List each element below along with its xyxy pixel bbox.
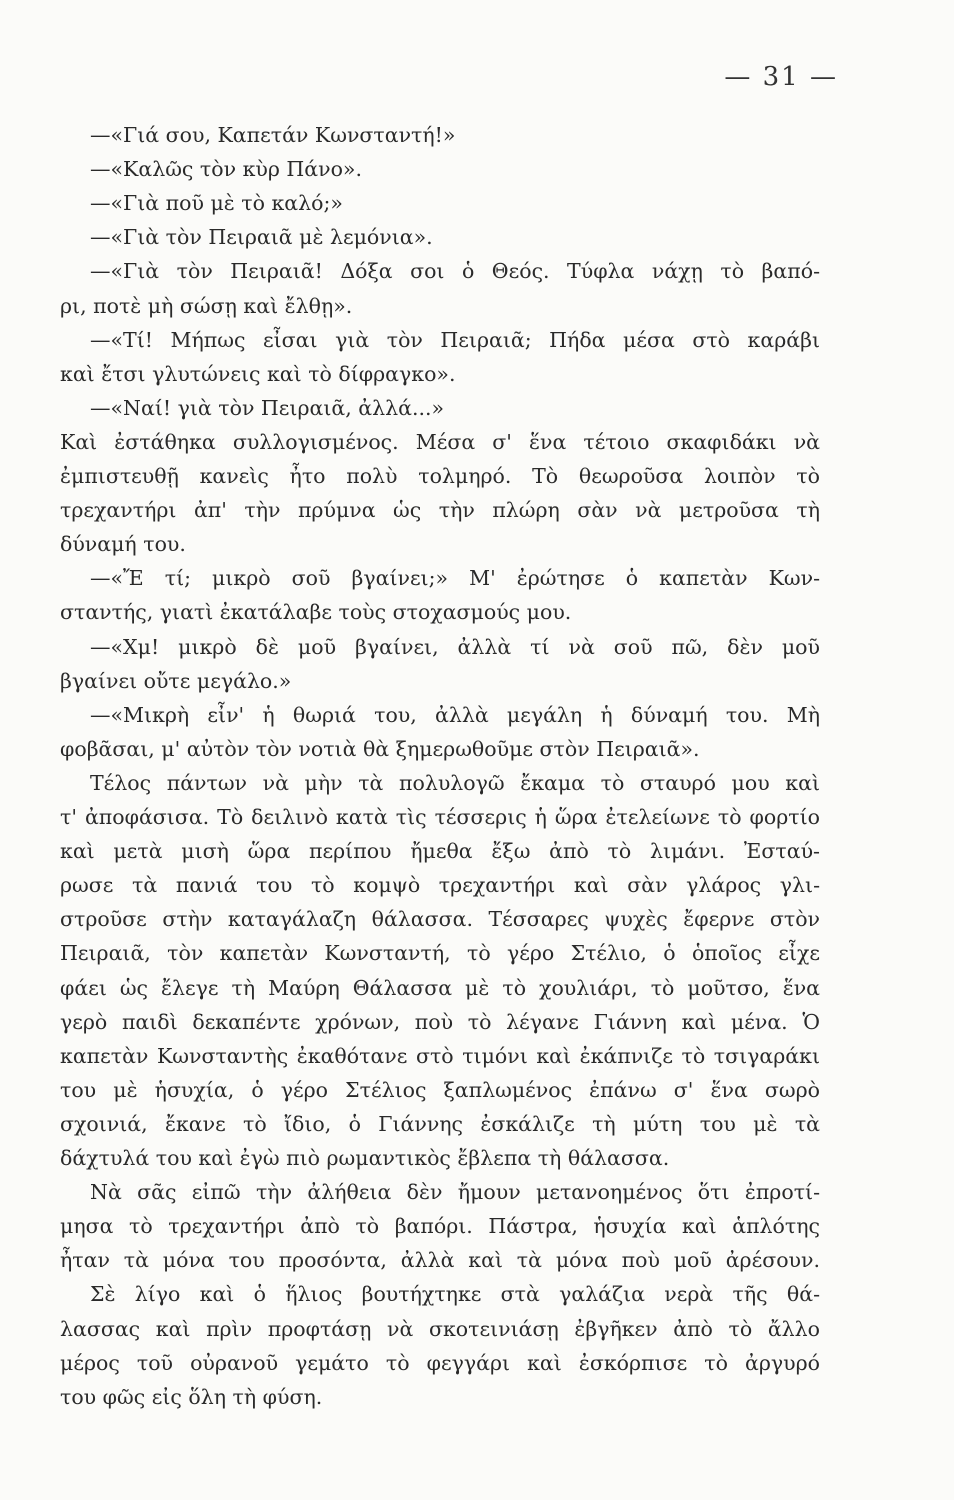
text-line: μέρος τοῦ οὐρανοῦ γεμάτο τὸ φεγγάρι καὶ ἐσκόρπισε τὸ ἀργυρό: [60, 1350, 820, 1375]
text-line: ἦταν τὰ μόνα του προσόντα, ἀλλὰ καὶ τὰ μόνα ποὺ μοῦ ἀρέσουν.: [60, 1248, 820, 1273]
text-line: Σὲ λίγο καὶ ὁ ἥλιος βουτήχτηκε στὰ γαλάζια νερὰ τῆς θά-: [90, 1282, 820, 1307]
text-line: του μὲ ἡσυχία, ὁ γέρο Στέλιος ξαπλωμένος ἐπάνω σ' ἕνα σωρὸ: [60, 1077, 820, 1102]
text-line: ἐμπιστευθῇ κανεὶς ἦτο πολὺ τολμηρό. Τὸ θεωροῦσα λοιπὸν τὸ: [60, 464, 820, 488]
text-line: —«Γιὰ τὸν Πειραιᾶ μὲ λεμόνια».: [90, 225, 433, 250]
text-line: ρι, ποτὲ μὴ σώσῃ καὶ ἔλθῃ».: [60, 293, 353, 318]
text-line: καπετὰν Κωνσταντὴς ἐκαθότανε στὸ τιμόνι καὶ ἐκάπνιζε τὸ τσιγαράκι: [60, 1043, 820, 1068]
text-line: —«Ναί! γιὰ τὸν Πειραιᾶ, ἀλλά...»: [90, 395, 445, 420]
text-line: σταντής, γιατὶ ἐκατάλαβε τοὺς στοχασμούς μου.: [60, 600, 572, 625]
text-line: ρωσε τὰ πανιά του τὸ κομψὸ τρεχαντήρι καὶ σὰν γλάρος γλι-: [60, 873, 820, 898]
text-line: —«Μικρὴ εἶν' ἡ θωριά του, ἀλλὰ μεγάλη ἡ δύναμή του. Μὴ: [90, 702, 820, 727]
page-number: — 31 —: [724, 62, 838, 92]
text-line: μησα τὸ τρεχαντήρι ἀπὸ τὸ βαπόρι. Πάστρα, ἡσυχία καὶ ἁπλότης: [60, 1214, 820, 1239]
text-line: δύναμή του.: [60, 532, 186, 557]
text-line: φοβᾶσαι, μ' αὐτὸν τὸν νοτιὰ θὰ ξημερωθοῦμε στὸν Πειραιᾶ».: [60, 736, 700, 761]
text-line: —«Καλῶς τὸν κὺρ Πάνο».: [90, 157, 362, 182]
text-line: του φῶς εἰς ὅλη τὴ φύση.: [60, 1384, 323, 1409]
text-line: καὶ μετὰ μισὴ ὥρα περίπου ἤμεθα ἔξω ἀπὸ τὸ λιμάνι. Ἐσταύ-: [60, 839, 820, 864]
text-line: —«Τί! Μήπως εἶσαι γιὰ τὸν Πειραιᾶ; Πήδα μέσα στὸ καράβι: [90, 327, 820, 352]
body-text: [60, 118, 820, 1438]
text-line: τρεχαντήρι ἀπ' τὴν πρύμνα ὡς τὴν πλώρη σὰν νὰ μετροῦσα τὴ: [60, 498, 820, 523]
text-line: φάει ὡς ἔλεγε τὴ Μαύρη Θάλασσα μὲ τὸ χουλιάρι, τὸ μοῦτσο, ἕνα: [60, 975, 820, 1000]
text-line: στροῦσε στὴν καταγάλαζη θάλασσα. Τέσσαρες ψυχὲς ἔφερνε στὸν: [60, 907, 820, 932]
text-line: τ' ἀποφάσισα. Τὸ δειλινὸ κατὰ τὶς τέσσερις ἡ ὥρα ἐτελείωνε τὸ φορτίο: [60, 805, 820, 829]
text-line: Καὶ ἐστάθηκα συλλογισμένος. Μέσα σ' ἕνα τέτοιο σκαφιδάκι νὰ: [60, 429, 820, 454]
text-line: Πειραιᾶ, τὸν καπετὰν Κωνσταντή, τὸ γέρο Στέλιο, ὁ ὁποῖος εἶχε: [60, 941, 820, 966]
text-line: Τέλος πάντων νὰ μὴν τὰ πολυλογῶ ἔκαμα τὸ σταυρό μου καὶ: [90, 770, 820, 795]
text-line: —«Ἔ τί; μικρὸ σοῦ βγαίνει;» Μ' ἐρώτησε ὁ καπετὰν Κων-: [90, 566, 820, 591]
text-line: γερὸ παιδὶ δεκαπέντε χρόνων, ποὺ τὸ λέγανε Γιάννη καὶ μένα. Ὁ: [60, 1009, 820, 1034]
text-line: —«Γιὰ τὸν Πειραιᾶ! Δόξα σοι ὁ Θεός. Τύφλα νάχῃ τὸ βαπό-: [90, 259, 820, 284]
text-line: —«Χμ! μικρὸ δὲ μοῦ βγαίνει, ἀλλὰ τί νὰ σοῦ πῶ, δὲν μοῦ: [90, 634, 820, 659]
text-line: —«Γιά σου, Καπετάν Κωνσταντή!»: [90, 123, 456, 147]
text-line: —«Γιὰ ποῦ μὲ τὸ καλό;»: [90, 191, 343, 216]
text-line: σχοινιά, ἔκανε τὸ ἴδιο, ὁ Γιάννης ἐσκάλιζε τὴ μύτη του μὲ τὰ: [60, 1111, 820, 1136]
text-line: Νὰ σᾶς εἰπῶ τὴν ἀλήθεια δὲν ἤμουν μετανοημένος ὅτι ἐπροτί-: [90, 1180, 820, 1205]
text-line: λασσας καὶ πρὶν προφτάσῃ νὰ σκοτεινιάσῃ ἐβγῆκεν ἀπὸ τὸ ἄλλο: [60, 1316, 820, 1341]
text-line: βγαίνει οὔτε μεγάλο.»: [60, 668, 292, 693]
text-line: δάχτυλά του καὶ ἐγὼ πιὸ ρωμαντικὸς ἔβλεπα τὴ θάλασσα.: [60, 1146, 670, 1170]
text-line: καὶ ἔτσι γλυτώνεις καὶ τὸ δίφραγκο».: [60, 361, 456, 386]
